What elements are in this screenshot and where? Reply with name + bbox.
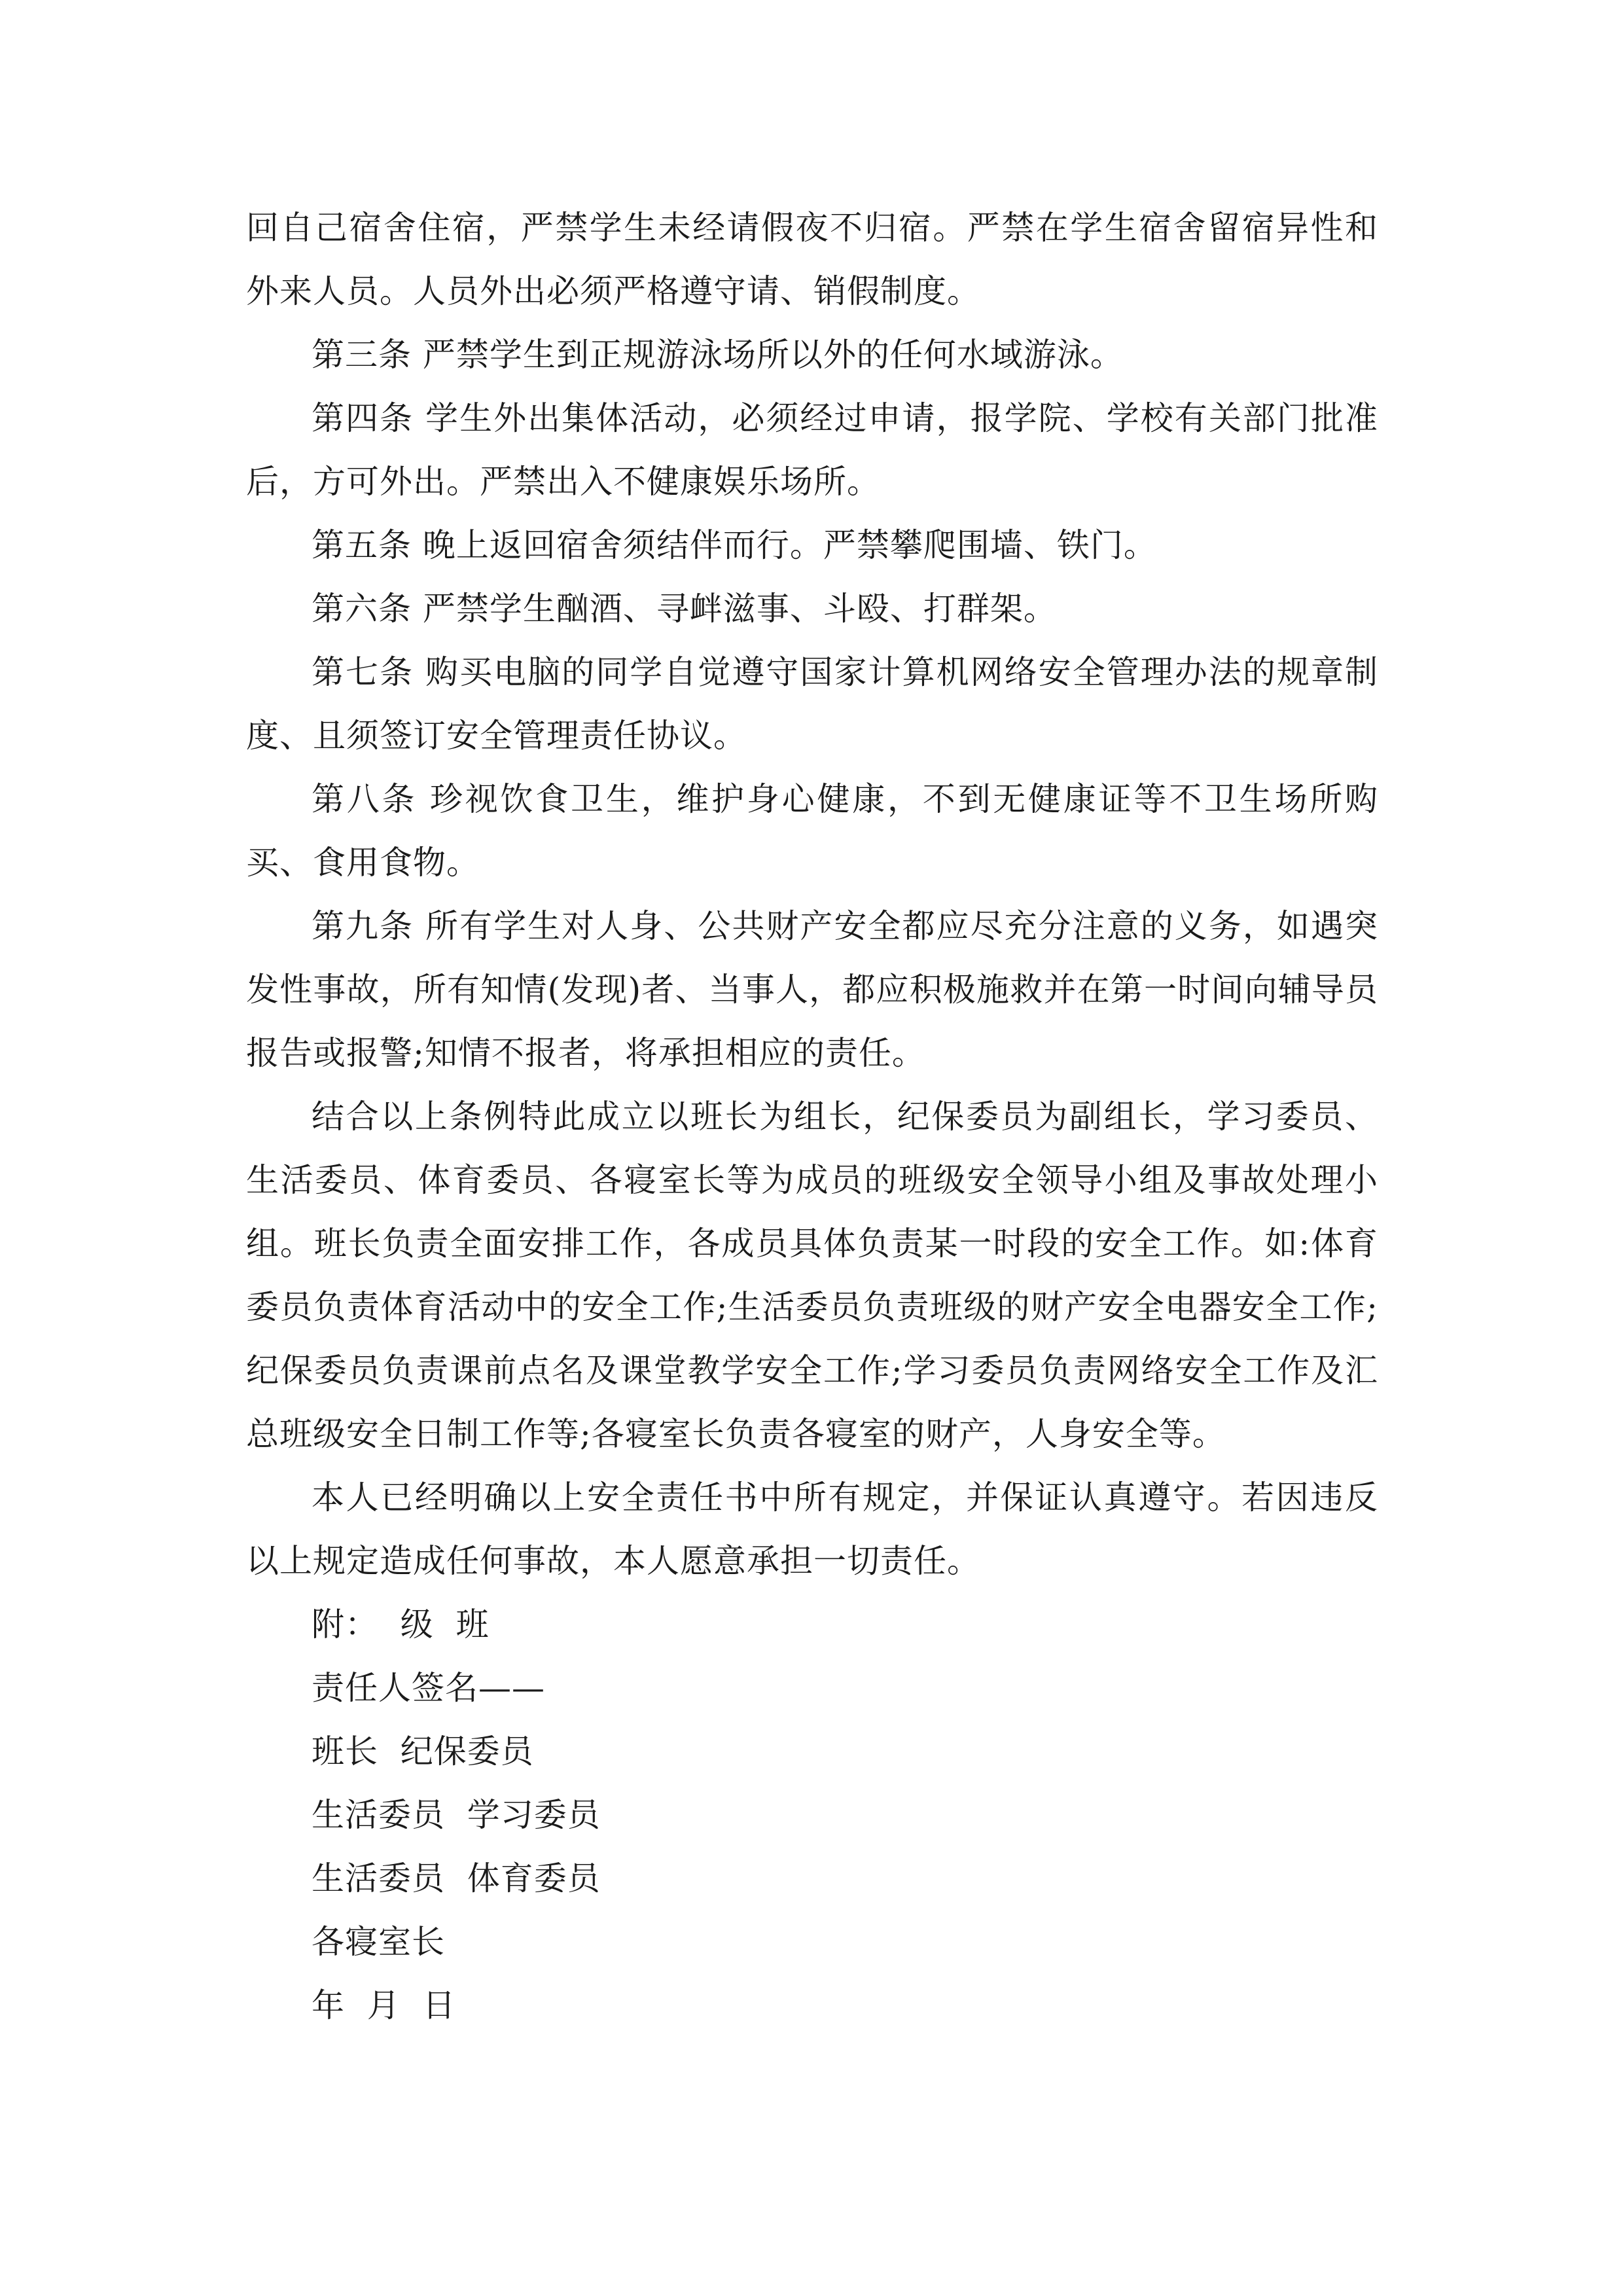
signature-line-monitor: 班长 纪保委员 <box>312 1732 534 1770</box>
article-4: 第四条 学生外出集体活动，必须经过申请，报学院、学校有关部门批准后，方可外出。严禁出入不健康娱乐场所。 <box>246 399 1378 501</box>
date-line: 年 月 日 <box>312 1986 456 2024</box>
signature-line-life-study: 生活委员 学习委员 <box>312 1796 601 1834</box>
article-7: 第七条 购买电脑的同学自觉遵守国家计算机网络安全管理办法的规章制度、且须签订安全管理责任协议。 <box>246 653 1378 755</box>
article-8: 第八条 珍视饮食卫生，维护身心健康，不到无健康证等不卫生场所购买、食用食物。 <box>246 780 1378 882</box>
commitment-paragraph: 本人已经明确以上安全责任书中所有规定，并保证认真遵守。若因违反以上规定造成任何事故，本人愿意承担一切责任。 <box>246 1479 1378 1580</box>
signature-heading: 责任人签名—— <box>312 1669 545 1707</box>
signature-line-dorm-heads: 各寝室长 <box>312 1923 445 1961</box>
article-9: 第九条 所有学生对人身、公共财产安全都应尽充分注意的义务，如遇突发性事故，所有知情(发现)者、当事人，都应积极施救并在第一时间向辅导员报告或报警;知情不报者，将承担相应的责任。 <box>246 907 1378 1072</box>
document-body <box>246 196 1378 2037</box>
signature-line-life-sports: 生活委员 体育委员 <box>312 1859 601 1897</box>
article-6: 第六条 严禁学生酗酒、寻衅滋事、斗殴、打群架。 <box>312 590 1057 628</box>
article-3: 第三条 严禁学生到正规游泳场所以外的任何水域游泳。 <box>312 336 1124 374</box>
paragraph-continuation: 回自己宿舍住宿，严禁学生未经请假夜不归宿。严禁在学生宿舍留宿异性和外来人员。人员外出必须严格遵守请、销假制度。 <box>246 209 1378 310</box>
safety-group-paragraph: 结合以上条例特此成立以班长为组长，纪保委员为副组长，学习委员、生活委员、体育委员、各寝室长等为成员的班级安全领导小组及事故处理小组。班长负责全面安排工作，各成员具体负责某一时段的安全工作。如:体育委员负责体育活动中的安全工作;生活委员负责班级的财产安全电器安全工作;纪保委员负责课前点名及课堂教学安全工作;学习委员负责网络安全工作及汇总班级安全日制工作等;各寝室长负责各寝室的财产，人身安全等。 <box>246 1098 1378 1453</box>
article-5: 第五条 晚上返回宿舍须结伴而行。严禁攀爬围墙、铁门。 <box>312 526 1157 564</box>
attachment-class-line: 附： 级 班 <box>312 1605 490 1643</box>
